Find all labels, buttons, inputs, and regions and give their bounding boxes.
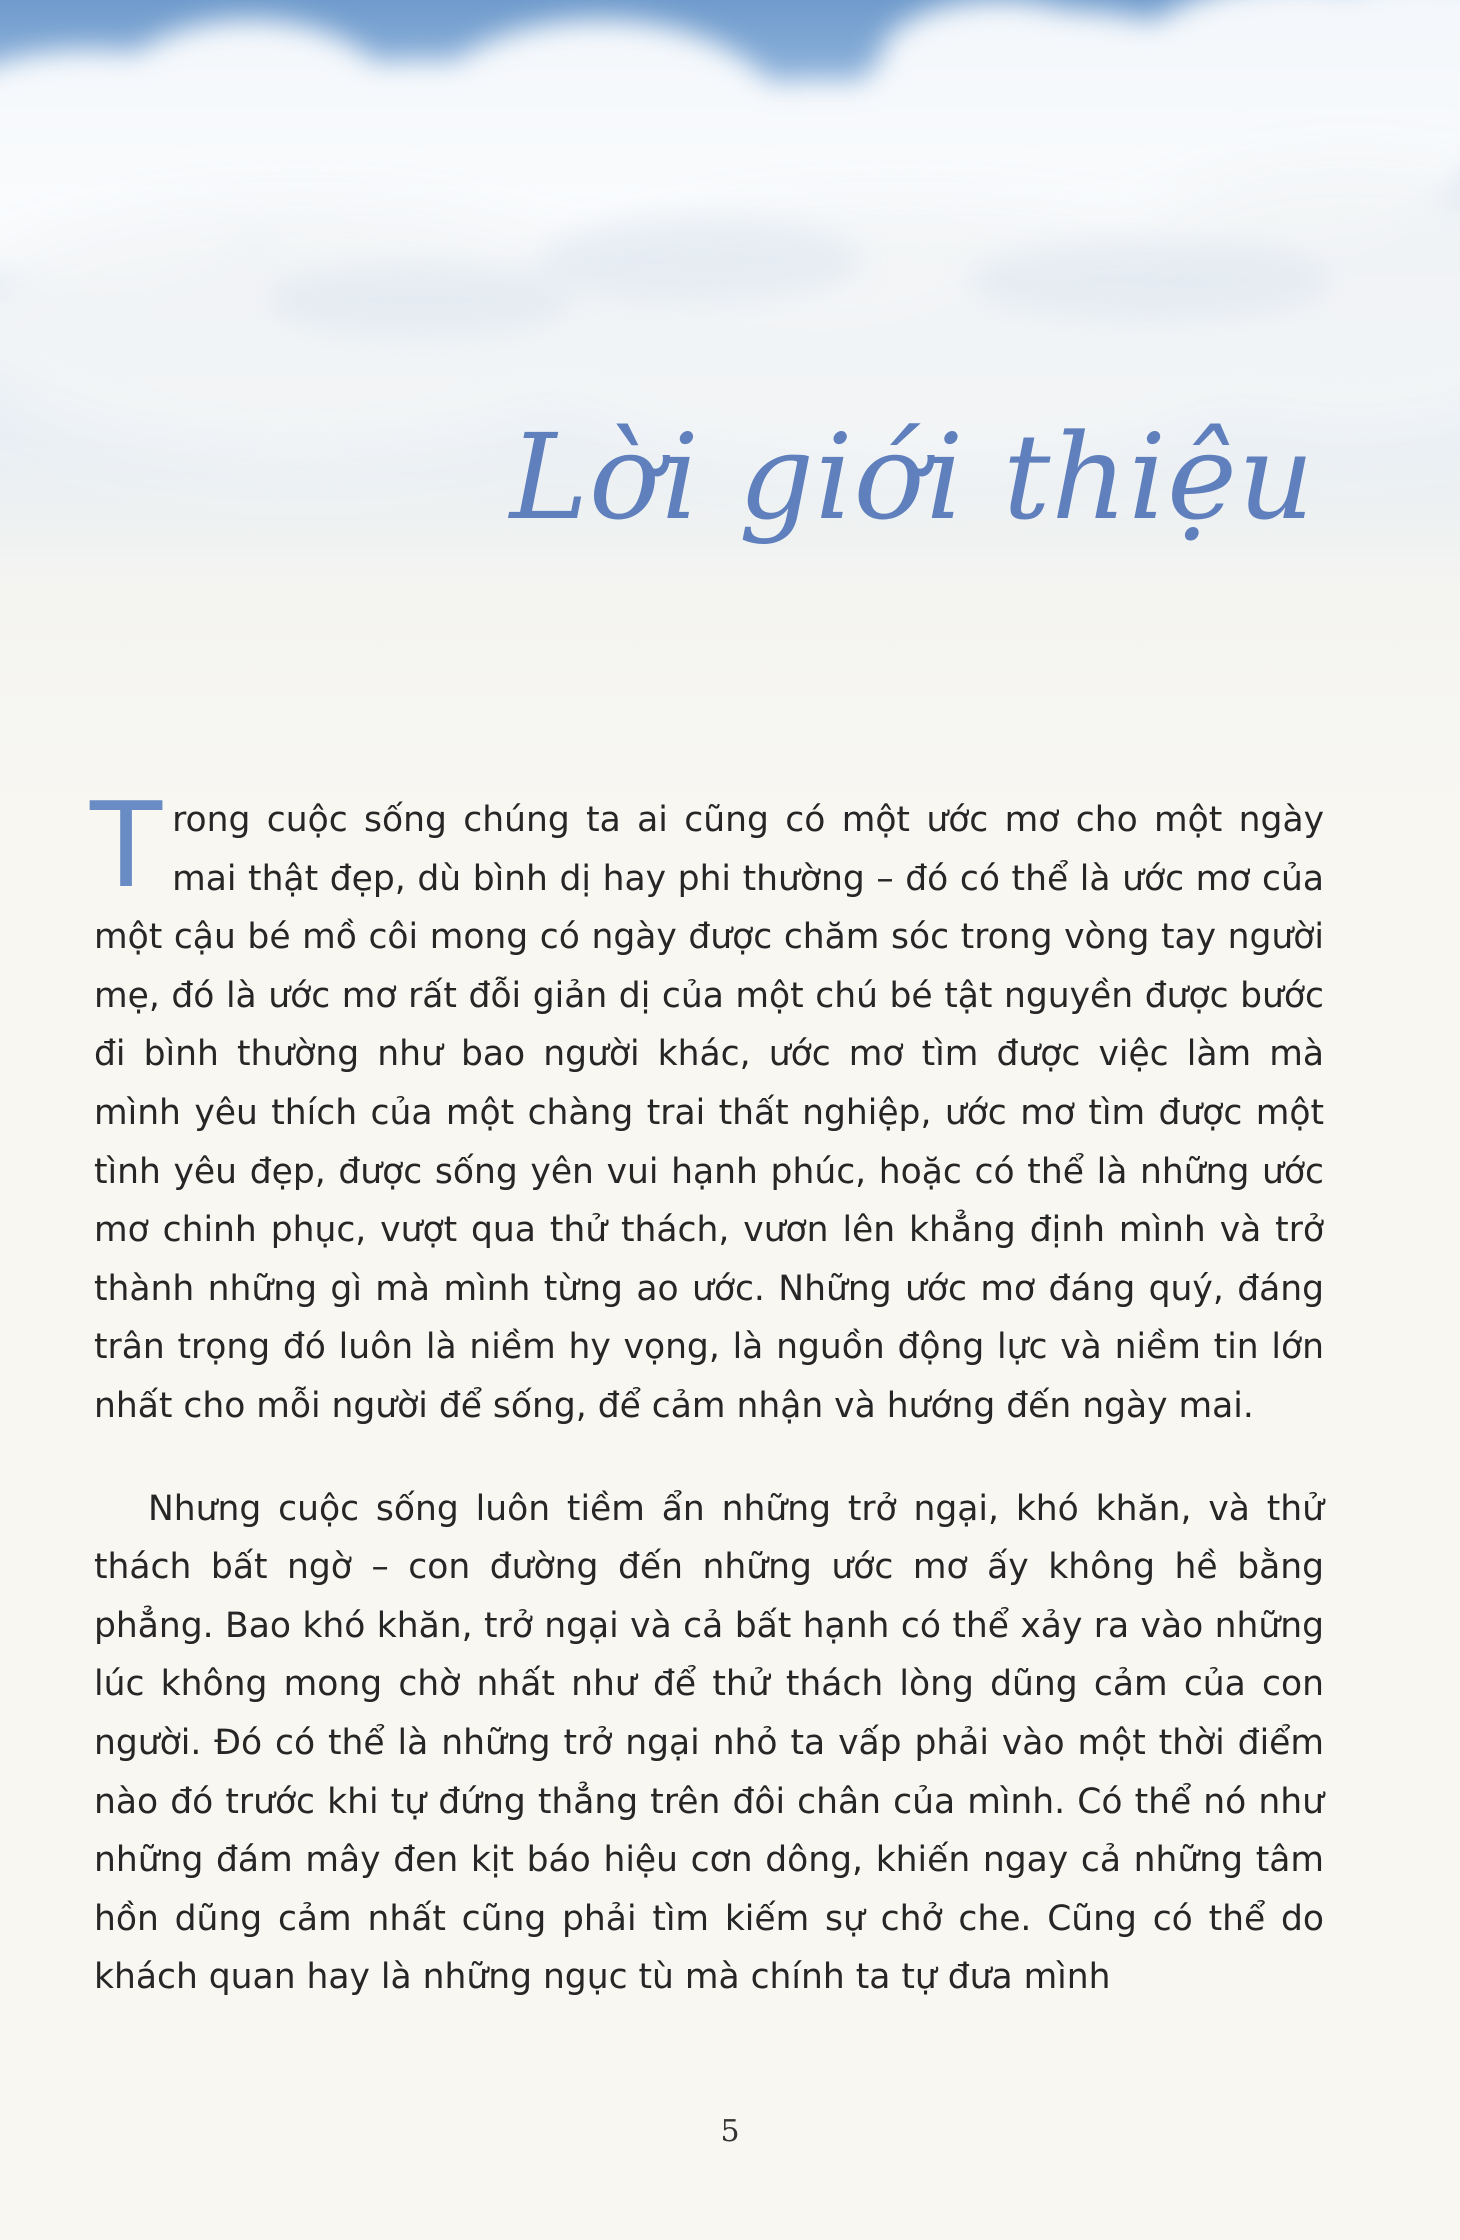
paragraph-2: Nhưng cuộc sống luôn tiềm ẩn những trở ngại, khó khăn, và thử thách bất ngờ – con đường đến những ước mơ ấy không hề bằng phẳng. Bao khó khăn, trở ngại và cả bất hạnh có thể xảy ra vào những lúc không mong chờ nhất như để thử thách lòng dũng cảm của con người. Đó có thể là những trở ngại nhỏ ta vấp phải vào một thời điểm nào đó trước khi tự đứng thẳng trên đôi chân của mình. Có thể nó như những đám mây đen kịt báo hiệu cơn dông, khiến ngay cả những tâm hồn dũng cảm nhất cũng phải tìm kiếm sự chở che. Cũng có thể do khách quan hay là những ngục tù mà chính ta tự đưa mình xyxy=(94,1488,1324,1998)
page-number: 5 xyxy=(720,2114,740,2149)
intro-body xyxy=(90,776,1324,2007)
page-title: Lời giới thiệu xyxy=(509,408,1315,546)
drop-cap: T xyxy=(90,776,163,914)
paragraph-1-text: rong cuộc sống chúng ta ai cũng có một ước mơ cho một ngày mai thật đẹp, dù bình dị hay phi thường – đó có thể là ước mơ của một cậu bé mồ côi mong có ngày được chăm sóc trong vòng tay người mẹ, đó là ước mơ rất đỗi giản dị của một chú bé tật nguyền được bước đi bình thường như bao người khác, ước mơ tìm được việc làm mà mình yêu thích của một chàng trai thất nghiệp, ước mơ tìm được một tình yêu đẹp, được sống yên vui hạnh phúc, hoặc có thể là những ước mơ chinh phục, vượt qua thử thách, vươn lên khẳng định mình và trở thành những gì mà mình từng ao ước. Những ước mơ đáng quý, đáng trân trọng đó luôn là niềm hy vọng, là nguồn động lực và niềm tin lớn nhất cho mỗi người để sống, để cảm nhận và hướng đến ngày mai. xyxy=(94,800,1324,1426)
paragraph-1 xyxy=(90,776,1324,1436)
